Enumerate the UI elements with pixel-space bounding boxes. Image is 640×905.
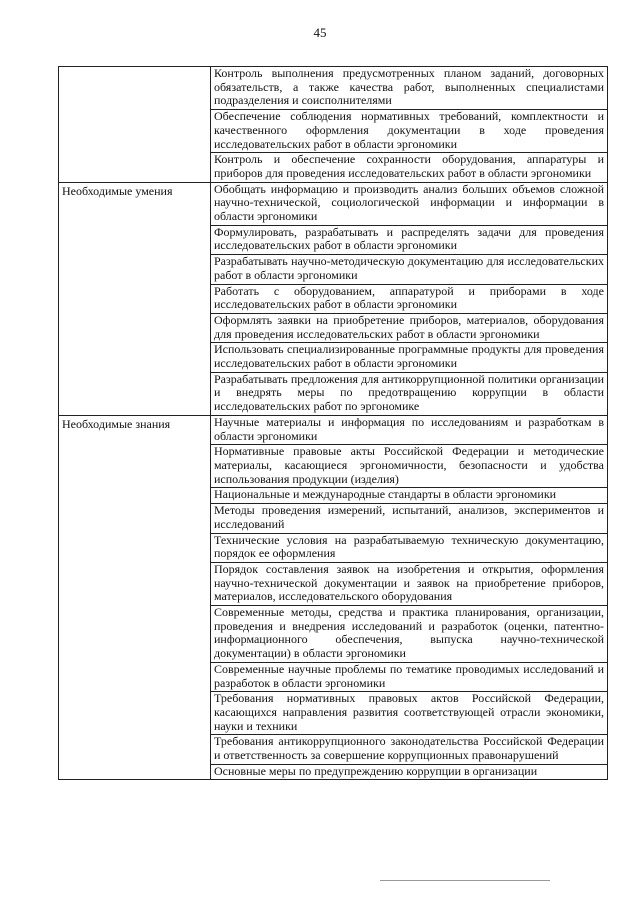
table-cell-item: Основные меры по предупреждению коррупции в организации <box>211 764 608 780</box>
row-group-label: Необходимые умения <box>59 182 211 415</box>
table-cell-item: Контроль выполнения предусмотренных планом заданий, договорных обязательств, а также качества работ, выполненных специалистами подразделения и соисполнителями <box>211 67 608 110</box>
table-cell-item: Обобщать информацию и производить анализ больших объемов сложной научно-технической, социологической информации и информации в области эргономики <box>211 182 608 225</box>
page-number: 45 <box>313 25 327 40</box>
table-cell-item: Оформлять заявки на приобретение приборов, материалов, оборудования для проведения исследовательских работ в области эргономики <box>211 313 608 342</box>
table-cell-item: Требования антикоррупционного законодательства Российской Федерации и ответственность за совершение коррупционных правонарушений <box>211 735 608 764</box>
table-cell-item: Разрабатывать научно-методическую документацию для исследовательских работ в области эргономики <box>211 255 608 284</box>
table-cell-item: Работать с оборудованием, аппаратурой и приборами в ходе исследовательских работ в области эргономики <box>211 284 608 313</box>
table-cell-item: Современные методы, средства и практика планирования, организации, проведения и внедрения исследований и разработок (оценки, патентно-информационного обеспечения, выпуска научно-технической документации) в области эргономики <box>211 606 608 663</box>
bottom-rule <box>380 880 550 881</box>
table-row <box>59 415 608 444</box>
table-cell-item: Формулировать, разрабатывать и распределять задачи для проведения исследовательских работ в области эргономики <box>211 225 608 254</box>
table-cell-item: Требования нормативных правовых актов Российской Федерации, касающихся направления развития соответствующей отрасли экономики, науки и техники <box>211 692 608 735</box>
table-cell-item: Порядок составления заявок на изобретения и открытия, оформления научно-технической документации и заявок на приобретение приборов, материалов, исследовательского оборудования <box>211 562 608 605</box>
table-cell-item: Технические условия на разрабатываемую техническую документацию, порядок ее оформления <box>211 533 608 562</box>
table-cell-item: Методы проведения измерений, испытаний, анализов, экспериментов и исследований <box>211 504 608 533</box>
requirements-table <box>58 66 608 780</box>
row-group-label: Необходимые знания <box>59 415 211 780</box>
table-cell-item: Современные научные проблемы по тематике проводимых исследований и разработок в области эргономики <box>211 662 608 691</box>
table-cell-item: Нормативные правовые акты Российской Федерации и методические материалы, касающиеся эргономичности, безопасности и удобства использования продукции (изделия) <box>211 445 608 488</box>
row-group-label <box>59 67 211 183</box>
table-cell-item: Разрабатывать предложения для антикоррупционной политики организации и внедрять меры по предотвращению коррупции в области исследовательских работ по эргономике <box>211 372 608 415</box>
table-cell-item: Использовать специализированные программные продукты для проведения исследовательских работ в области эргономики <box>211 343 608 372</box>
table-row <box>59 182 608 225</box>
requirements-table-body <box>59 67 608 780</box>
table-row <box>59 67 608 110</box>
table-cell-item: Обеспечение соблюдения нормативных требований, комплектности и качественного оформления документации в ходе проведения исследовательских работ в области эргономики <box>211 110 608 153</box>
table-cell-item: Контроль и обеспечение сохранности оборудования, аппаратуры и приборов для проведения исследовательских работ в области эргономики <box>211 153 608 182</box>
table-cell-item: Национальные и международные стандарты в области эргономики <box>211 488 608 504</box>
table-cell-item: Научные материалы и информация по исследованиям и разработкам в области эргономики <box>211 415 608 444</box>
